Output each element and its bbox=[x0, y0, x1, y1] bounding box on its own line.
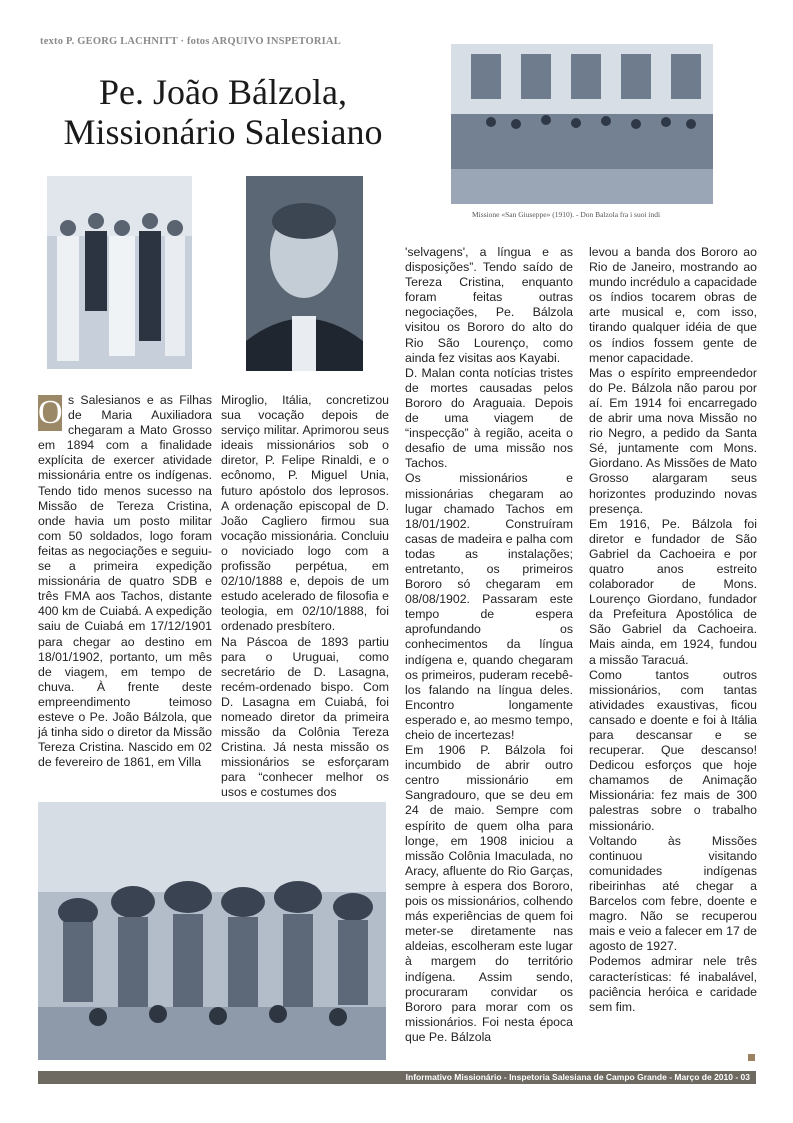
paragraph: 'selvagens', a língua e as disposições”. Tendo saído de Tereza Cristina, enquanto foram feitas outras negociações, Pe. Bálzola visitou os Bororo do alto do Rio São Lourenço, como ainda fez visitas aos Kayabi. bbox=[405, 245, 573, 365]
credits-line: texto P. GEORG LACHNITT · fotos ARQUIVO INSPETORIAL bbox=[40, 36, 341, 47]
drop-cap: O bbox=[38, 394, 63, 431]
paragraph: Voltando às Missões continuou visitando comunidades indígenas ribeirinhas até chegar a Barcelos com febre, doente e magro. Não se recuperou mais e veio a falecer em 17 de agosto de 1927. bbox=[589, 833, 757, 954]
title-line-2: Missionário Salesiano bbox=[63, 112, 383, 152]
mission-group-photo bbox=[451, 44, 713, 204]
paragraph: D. Malan conta notícias tristes de mortes causadas pelos Bororo do Araguaia. Depois de uma viagem de “inspecção” à região, aceita o desafio de uma missão nos Tachos. bbox=[405, 365, 573, 471]
photo-caption: Missione «San Giuseppe» (1910). - Don Balzola fra i suoi indi bbox=[472, 210, 661, 219]
text-column-4 bbox=[589, 245, 757, 1015]
text-column-2 bbox=[221, 393, 389, 801]
text-column-3 bbox=[405, 245, 573, 1045]
article-title bbox=[38, 72, 408, 152]
text-column-1 bbox=[38, 393, 212, 770]
title-line-1: Pe. João Bálzola, bbox=[99, 72, 347, 112]
bororo-group-photo bbox=[38, 802, 386, 1060]
paragraph-text: s Salesianos e as Filhas de Maria Auxiliadora chegaram a Mato Grosso em 1894 com a finalidade explícita de exercer atividade missionária entre os indígenas. Tendo tido menos sucesso na Missão de Tereza Cristina, onde havia um posto militar com 50 soldados, logo foram feitas as negociações e seguiu-se a primeira expedição missionária de quatro SDB e três FMA aos Tachos, distante 400 km de Cuiabá. A expedição saiu de Cuiabá em 17/12/1901 para chegar ao destino em 18/01/1902, portanto, um mês de viagem, em tempo de chuva. À frente deste empreendimento teimoso esteve o Pe. João Bálzola, que já tinha sido o diretor da Missão Tereza Cristina. Nascido em 02 de fevereiro de 1861, em Villa bbox=[38, 393, 212, 770]
paragraph: Em 1916, Pe. Bálzola foi diretor e fundador de São Gabriel da Cachoeira e por quatro anos estreito colaborador de Mons. Lourenço Giordano, fundador da Prefeitura Apostólica de São Gabriel da Cachoeira. Mais ainda, em 1924, fundou a missão Taracuá. bbox=[589, 516, 757, 667]
paragraph: Podemos admirar nele três características: fé inabalável, paciência heróica e caridade sem fim. bbox=[589, 954, 757, 1014]
paragraph: Como tantos outros missionários, com tantas atividades exaustivas, ficou cansado e doente e foi à Itália para descansar e se recuperar. Que descanso! Dedicou esforços que hoje chamamos de Animação Missionária: fez mais de 300 palestras sobre o trabalho missionário. bbox=[589, 667, 757, 833]
page-footer: Informativo Missionário - Inspetoria Salesiana de Campo Grande - Março de 2010 - 03 bbox=[38, 1071, 756, 1084]
paragraph bbox=[38, 393, 212, 770]
paragraph: levou a banda dos Bororo ao Rio de Janeiro, mostrando ao mundo incrédulo a capacidade os índios tocarem obras de arte musical e, com isso, tirando qualquer idéia de que os índios fossem gente de menor capacidade. bbox=[589, 245, 757, 365]
paragraph: Na Páscoa de 1893 partiu para o Uruguai, como secretário de D. Lasagna, recém-ordenado bispo. Com D. Lasagna em Cuiabá, foi nomeado diretor da primeira missão da Colônia Tereza Cristina. Já nesta missão os missionários se esforçaram para “conhecer melhor os usos e costumes dos bbox=[221, 634, 389, 800]
missionaries-photo bbox=[47, 176, 192, 369]
paragraph: Miroglio, Itália, concretizou sua vocação depois de serviço militar. Aprimorou seus ideais missionários sob o diretor, P. Felipe Rinaldi, e o ecônomo, P. Miguel Unia, futuro apóstolo dos leprosos. A ordenação episcopal de D. João Cagliero firmou sua vocação missionária. Concluiu o noviciado logo com a profissão perpétua, em 02/10/1888 e, depois de um estudo acelerado de filosofia e teologia, em 02/10/1888, foi ordenado presbítero. bbox=[221, 393, 389, 634]
paragraph: Os missionários e missionárias chegaram ao lugar chamado Tachos em 18/01/1902. Construíram casas de madeira e palha com todas as instalações; entretanto, os primeiros Bororo só chegaram em 08/08/1902. Passaram este tempo de espera aprofundando os conhecimentos da língua indígena e, quando chegaram os primeiros, puderam recebê-los falando na língua deles. Encontro longamente esperado e, ao mesmo tempo, cheio de incertezas! bbox=[405, 471, 573, 742]
paragraph: Mas o espírito empreendedor do Pe. Bálzola não parou por aí. Em 1914 foi encarregado de abrir uma nova Missão no rio Negro, a pedido da Santa Sé, juntamente com Mons. Giordano. As Missões de Mato Grosso alargaram seus horizontes produzindo novas presença. bbox=[589, 365, 757, 516]
end-of-article-marker bbox=[748, 1054, 755, 1061]
portrait-photo bbox=[246, 176, 363, 371]
paragraph: Em 1906 P. Bálzola foi incumbido de abrir outro centro missionário em Sangradouro, que se deu em 24 de maio. Sempre com espírito de quem olha para longe, em 1908 iniciou a missão Colônia Imaculada, no Aracy, afluente do Rio Garças, sempre à espera dos Bororo, pois os missionários, colhendo más experiências de quem foi meter-se diretamente nas aldeias, escolheram este lugar à margem do território indígena. Assim sendo, procuraram convidar os Bororo para morar com os missionários. Foi nesta época que Pe. Bálzola bbox=[405, 743, 573, 1044]
